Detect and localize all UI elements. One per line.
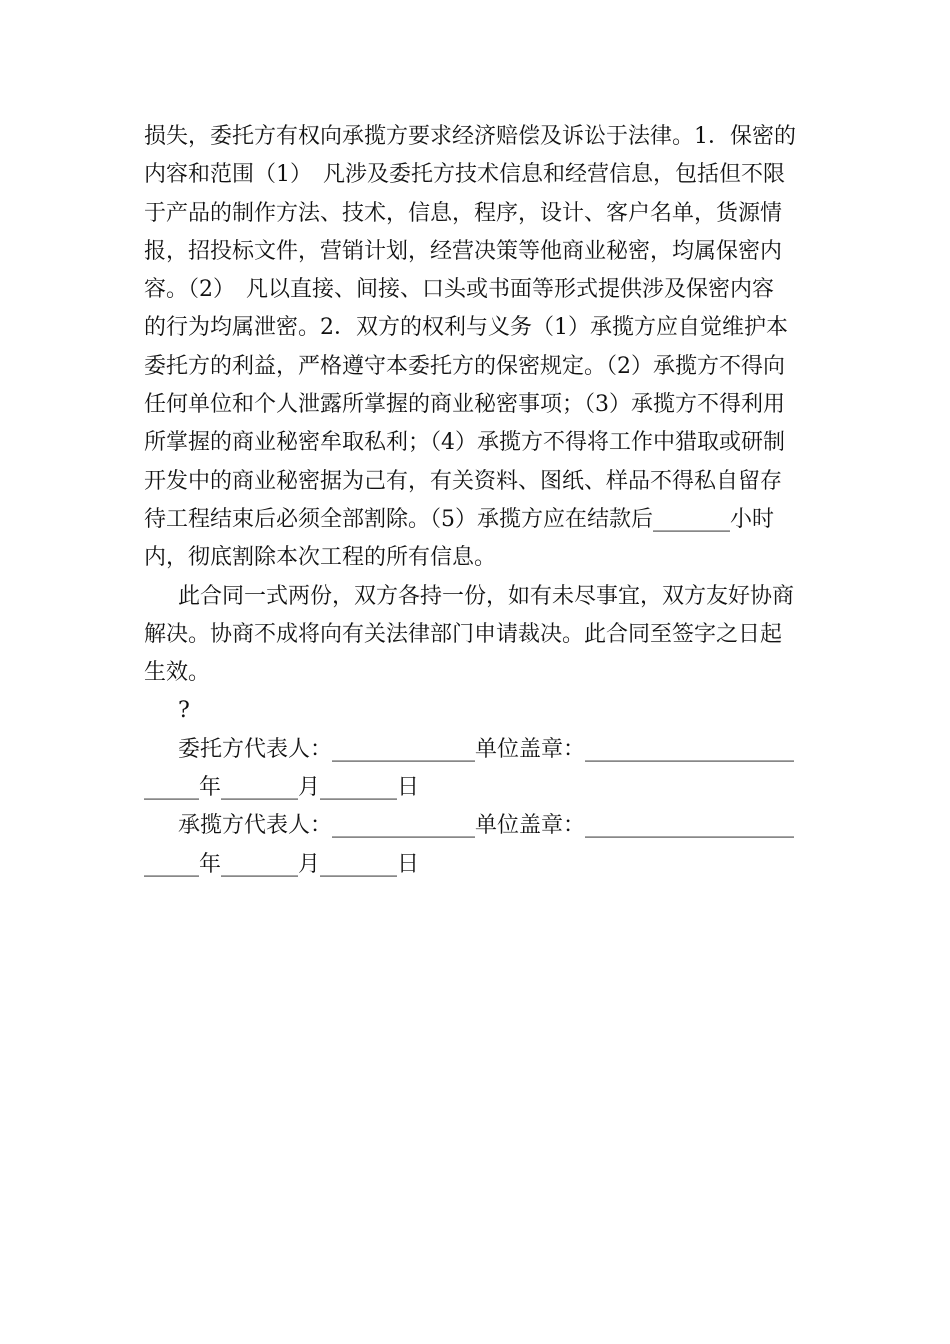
text-line: 所掌握的商业秘密牟取私利；（4）承揽方不得将工作中猎取或研制 bbox=[144, 430, 785, 456]
date-line-contractor bbox=[144, 846, 806, 884]
signature-line-client bbox=[144, 731, 806, 769]
text-line: 内容和范围（1） 凡涉及委托方技术信息和经营信息，包括但不限 bbox=[144, 162, 785, 188]
signature-line-contractor bbox=[144, 807, 806, 845]
paragraph-line bbox=[144, 692, 806, 730]
text-line: 容。（2） 凡以直接、间接、口头或书面等形式提供涉及保密内容 bbox=[144, 277, 774, 303]
paragraph-line bbox=[144, 233, 806, 271]
contractor-signature-text: 承揽方代表人：_____________单位盖章：___________________ bbox=[178, 813, 795, 839]
text-line: 任何单位和个人泄露所掌握的商业秘密事项；（3）承揽方不得利用 bbox=[144, 392, 785, 418]
paragraph-line bbox=[144, 463, 806, 501]
client-signature-text: 委托方代表人：_____________单位盖章：___________________ bbox=[178, 736, 795, 762]
paragraph-line bbox=[144, 386, 806, 424]
text-line: 待工程结束后必须全部割除。（5）承揽方应在结款后_______小时 bbox=[144, 506, 774, 532]
text-line: 于产品的制作方法、技术，信息，程序，设计、客户名单，货源情 bbox=[144, 200, 783, 226]
text-line: 内，彻底割除本次工程的所有信息。 bbox=[144, 545, 497, 571]
paragraph-line bbox=[144, 578, 806, 616]
paragraph-line bbox=[144, 501, 806, 539]
paragraph-line bbox=[144, 309, 806, 347]
paragraph-line bbox=[144, 348, 806, 386]
paragraph-line bbox=[144, 424, 806, 462]
date-line-client bbox=[144, 769, 806, 807]
text-line: ? bbox=[178, 698, 190, 724]
text-line: 解决。协商不成将向有关法律部门申请裁决。此合同至签字之日起 bbox=[144, 621, 783, 647]
text-line: 损失，委托方有权向承揽方要求经济赔偿及诉讼于法律。1．保密的 bbox=[144, 124, 796, 149]
contractor-date-text: _____年_______月_______日 bbox=[144, 851, 420, 877]
text-line: 委托方的利益，严格遵守本委托方的保密规定。（2）承揽方不得向 bbox=[144, 353, 785, 379]
client-date-text: _____年_______月_______日 bbox=[144, 775, 420, 801]
text-line: 此合同一式两份，双方各持一份，如有未尽事宜，双方友好协商 bbox=[178, 583, 795, 609]
paragraph-line bbox=[144, 616, 806, 654]
paragraph-line bbox=[144, 654, 806, 692]
paragraph-line bbox=[144, 195, 806, 233]
document-page bbox=[144, 118, 806, 884]
paragraph-line bbox=[144, 156, 806, 194]
paragraph-line bbox=[144, 271, 806, 309]
text-line: 生效。 bbox=[144, 660, 211, 686]
paragraph-line bbox=[144, 118, 806, 156]
text-line: 报，招投标文件，营销计划，经营决策等他商业秘密，均属保密内 bbox=[144, 238, 783, 264]
text-line: 开发中的商业秘密据为己有，有关资料、图纸、样品不得私自留存 bbox=[144, 468, 783, 494]
text-line: 的行为均属泄密。2．双方的权利与义务（1）承揽方应自觉维护本 bbox=[144, 315, 788, 341]
paragraph-line bbox=[144, 539, 806, 577]
